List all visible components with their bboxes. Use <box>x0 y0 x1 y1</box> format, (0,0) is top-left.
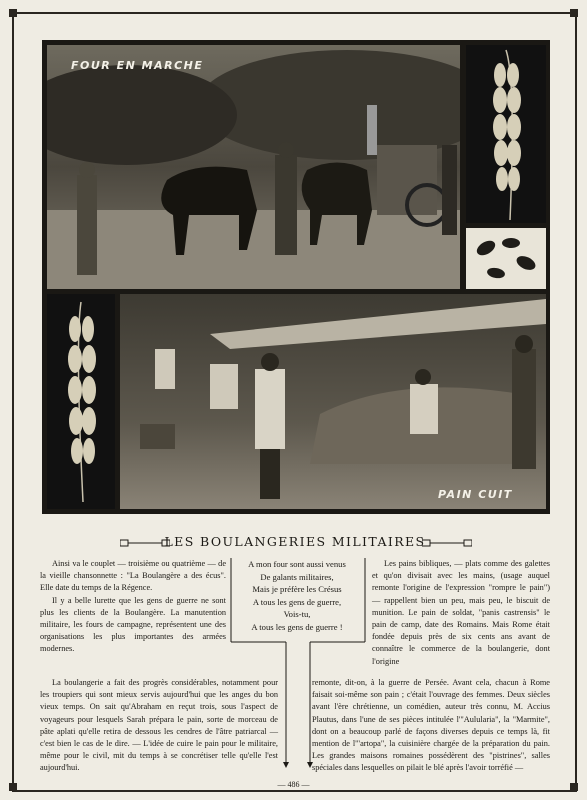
ornament-right <box>422 538 472 548</box>
photo-montage <box>42 40 550 514</box>
article-column-left <box>40 558 226 656</box>
border-corner <box>570 9 578 17</box>
photo-pain-cuit <box>120 294 546 509</box>
poem-line: A mon four sont aussi venus <box>248 559 346 569</box>
paragraph: La boulangerie a fait des progrès considérables, notamment pour les troupiers qui sont mieux servis aujourd'hui que les anges du bon vieux temps. On sait qu'Abraham en reçut trois, sous l'aspect de voyageurs pour lesquels Sarah prépara le pain, sorte de morceau de pâte aplati qu'elle retira de dessous les cendres de l'âtre patriarcal — c'est bien le cas de le dire. — L'idée de cuire le pain pour le militaire, même pour le civil, mit du temps à se concrétiser telle qu'elle l'est aujourd'hui. <box>40 678 278 773</box>
paragraph: Il y a belle lurette que les gens de guerre ne sont plus les clients de la Boulangère. La manutention militaire, les fours de campagne, représentent une des organisations les plus importantes des armées modernes. <box>40 595 226 654</box>
foliage-panel <box>466 228 546 289</box>
paragraph: remonte, dit-on, à la guerre de Persée. Avant cela, chacun à Rome faisait soi-même son pain ; c'était l'ouvrage des femmes. Deux siècles avant l'ère chrétienne, un comédien, auteur très connu, M. Accius Plautus, dans l'une de ses pièces intitulée l'"Aulularia", la "Marmite", dont on a beaucoup parlé de façons diverses depuis ce temps là, fit mention de l'"artopa", la cuisinière chargée de la préparation du pain. Les grandes maisons romaines possédèrent des "pistrines", salles spéciales dans lesquelles on pilait le blé après l'avoir torréfié — <box>312 678 550 773</box>
wheat-ear-icon <box>47 294 115 509</box>
poem-line: Mais je préfère les Crésus <box>252 584 342 595</box>
photo-caption-top: FOUR EN MARCHE <box>71 59 204 72</box>
photo-caption-bottom: PAIN CUIT <box>438 488 513 501</box>
poem-line: A tous les gens de guerre, <box>252 596 342 607</box>
paragraph: Ainsi va le couplet — troisième ou quatrième — de la vieille chansonnette : "La Boulangère a des écus". Elle date du temps de la Régence. <box>40 559 226 593</box>
photo-four-en-marche <box>47 45 460 289</box>
poem-line: A tous les gens de guerre ! <box>251 621 343 632</box>
paragraph: Les pains bibliques, — plats comme des galettes et qu'on divisait avec les mains, (usage auquel remonte l'origine de l'expression "rompre le pain") — rappellent bien un peu, mais peu, le biscuit de munition. Le pain de soldat, "panis castrensis" le pain de camp, date des Romains. Mais Rome était fondée depuis près de six cents ans avant de connaître le commerce de la boulangerie, dont l'origine <box>372 559 550 666</box>
photo-horses-wagon <box>47 45 460 289</box>
article-title-row <box>40 534 550 554</box>
photo-bakers-oven <box>120 294 546 509</box>
border-corner <box>9 9 17 17</box>
article-column-right <box>372 558 550 668</box>
poem-stanza <box>238 558 356 634</box>
article-column-right-wide <box>312 677 550 775</box>
wheat-panel-top-right <box>466 45 546 223</box>
wheat-ear-icon <box>466 45 546 223</box>
page-number: — 486 — <box>277 780 310 789</box>
leaf-icon <box>466 228 546 289</box>
poem-line: De galants militaires, <box>260 571 334 582</box>
wheat-panel-bottom-left <box>47 294 115 509</box>
article-title: LES BOULANGERIES MILITAIRES <box>164 534 426 549</box>
poem-line: Vois-tu, <box>283 609 311 620</box>
